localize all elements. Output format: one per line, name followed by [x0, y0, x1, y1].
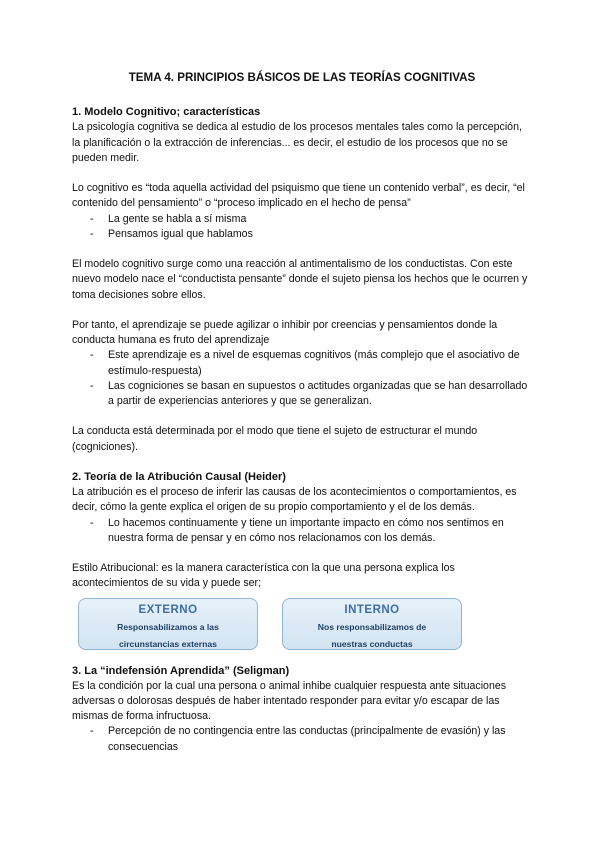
bullet-list: [72, 724, 532, 754]
paragraph: Es la condición por la cual una persona o animal inhibe cualquier respuesta ante situaciones adversas o dolorosas después de haber intentado responder para evitar y/o escapar de las mismas de forma infructuosa.: [72, 679, 507, 723]
bullet-list: [72, 516, 532, 546]
section-1-heading: 1. Modelo Cognitivo; características: [72, 106, 261, 119]
list-item: - Percepción de no contingencia entre las conductas (principalmente de evasión) y las consecuencias: [72, 724, 532, 754]
list-item: - Lo hacemos continuamente y tiene un importante impacto en cómo nos sentimos en nuestra forma de pensar y en cómo nos relacionamos con los demás.: [72, 516, 532, 546]
interno-text-line-2: nuestras conductas: [331, 638, 413, 649]
interno-text-line-1: Nos responsabilizamos de: [317, 621, 427, 632]
section-2-heading: 2. Teoría de la Atribución Causal (Heider): [72, 471, 286, 483]
list-item: - Este aprendizaje es a nivel de esquemas cognitivos (más complejo que el asociativo de estímulo-respuesta): [72, 348, 532, 378]
interno-title: INTERNO: [344, 603, 400, 616]
page-title: TEMA 4. PRINCIPIOS BÁSICOS DE LAS TEORÍAS COGNITIVAS: [128, 71, 476, 84]
paragraph: La atribución es el proceso de inferir las causas de los acontecimientos o comportamientos, es decir, cómo la gente explica el origen de su propio comportamiento y el de los demás.: [72, 486, 517, 514]
list-item: - La gente se habla a sí misma: [72, 212, 532, 227]
document-page: [72, 70, 532, 755]
externo-text-line-2: circunstancias externas: [119, 638, 217, 649]
section-3-heading: 3. La “indefensión Aprendida” (Seligman): [72, 664, 290, 677]
attribution-style-diagram: [78, 598, 462, 650]
bullet-list: [72, 348, 532, 409]
externo-text-line-1: Responsabilizamos a las: [117, 621, 219, 632]
paragraph: El modelo cognitivo surge como una reacción al antimentalismo de los conductistas. Con este nuevo modelo nace el “conductista pensante” donde el sujeto piensa los hechos que le ocurren y toma decisiones sobre ellos.: [72, 258, 528, 301]
list-item: - Las cogniciones se basan en supuestos o actitudes organizadas que se han desarrollado a partir de experiencias anteriores y que se generalizan.: [72, 379, 532, 409]
externo-box: [78, 598, 258, 650]
paragraph: Por tanto, el aprendizaje se puede agilizar o inhibir por creencias y pensamientos donde la conducta humana es fruto del aprendizaje: [72, 319, 498, 347]
paragraph: La psicología cognitiva se dedica al estudio de los procesos mentales tales como la percepción, la planificación o la extracción de inferencias... es decir, el estudio de los procesos que no se pueden medir.: [72, 121, 522, 164]
list-item: - Pensamos igual que hablamos: [72, 227, 532, 242]
bullet-list: [72, 212, 532, 242]
interno-box: [282, 598, 462, 650]
paragraph: Estilo Atribucional: es la manera característica con la que una persona explica los acontecimientos de su vida y puede ser;: [72, 562, 455, 590]
paragraph: La conducta está determinada por el modo que tiene el sujeto de estructurar el mundo (cogniciones).: [72, 425, 478, 453]
paragraph: Lo cognitivo es “toda aquella actividad del psiquismo que tiene un contenido verbal”, es decir, “el contenido del pensamiento” o “proceso implicado en el hecho de pensa”: [72, 182, 525, 210]
externo-title: EXTERNO: [138, 603, 198, 616]
